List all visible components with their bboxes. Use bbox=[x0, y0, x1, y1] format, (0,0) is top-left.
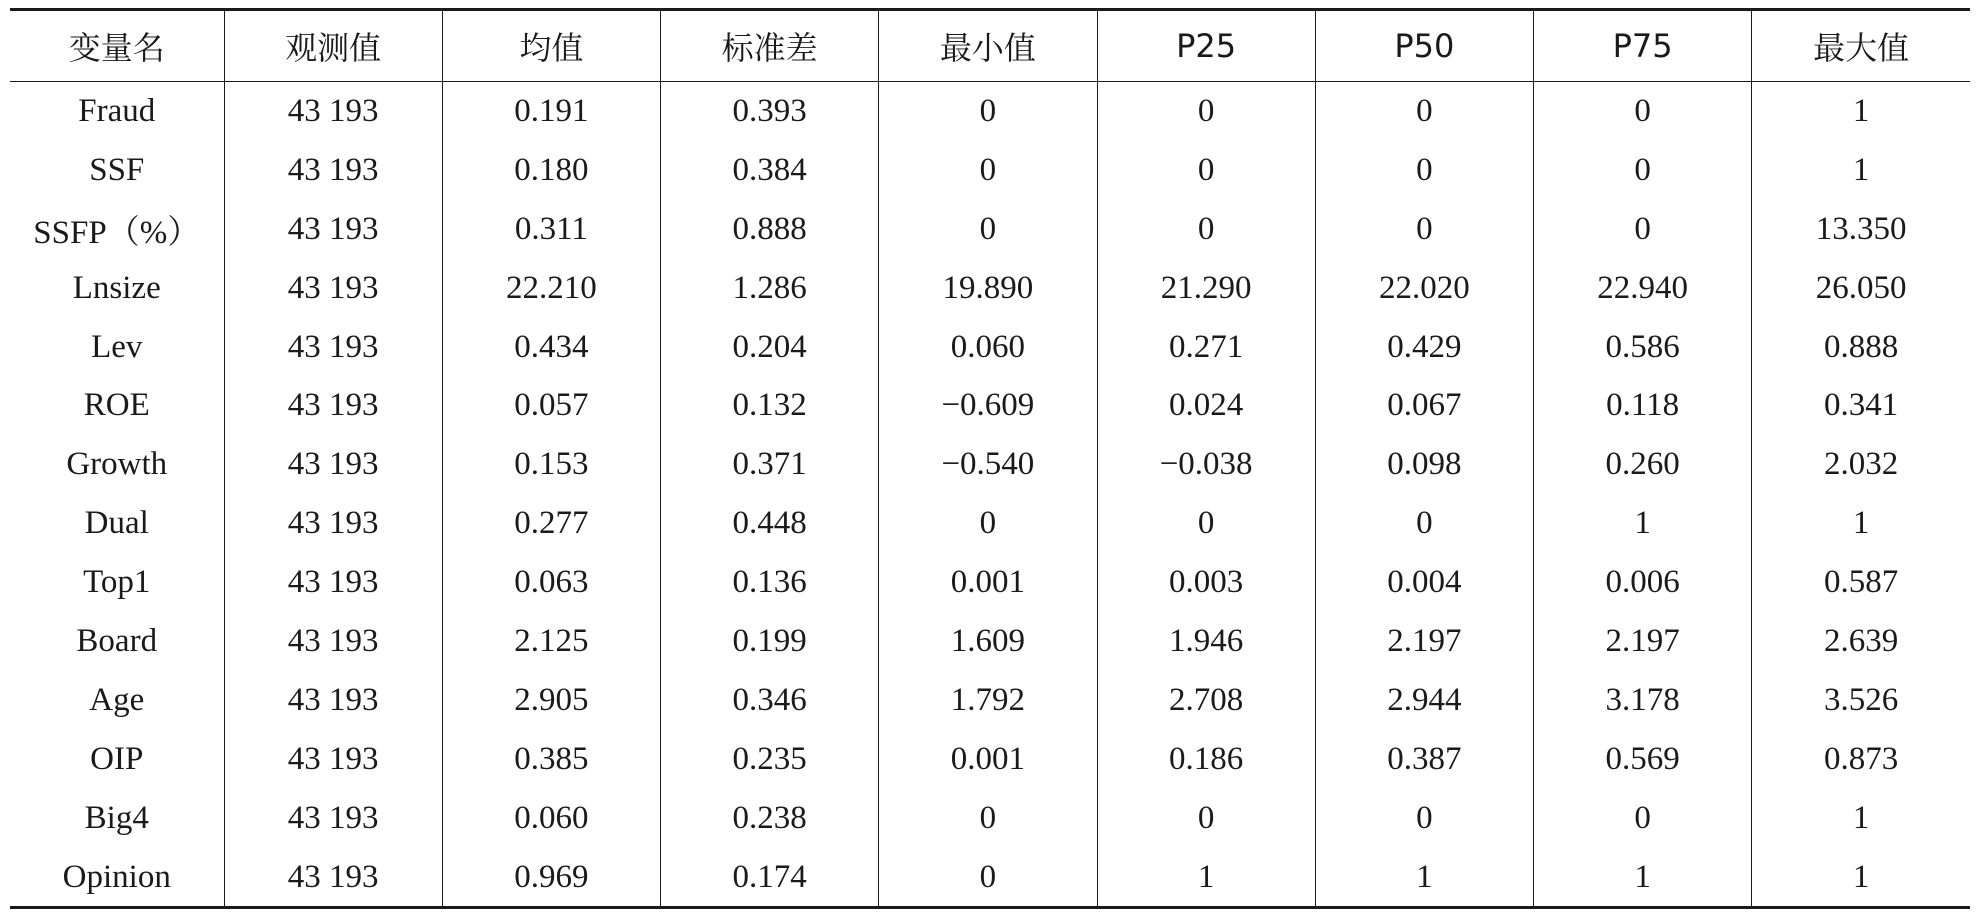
cell-p75: 0.006 bbox=[1534, 553, 1752, 612]
cell-variable-name: Age bbox=[89, 681, 145, 718]
cell-p25: 0.024 bbox=[1097, 376, 1315, 435]
table-row bbox=[10, 318, 1970, 377]
header-row bbox=[10, 10, 1970, 82]
cell-p75: 0.586 bbox=[1534, 318, 1752, 377]
cell-std-dev: 0.448 bbox=[661, 494, 879, 553]
cell-max: 0.587 bbox=[1752, 553, 1970, 612]
header-p25: P25 bbox=[1097, 10, 1315, 82]
cell-mean: 0.180 bbox=[442, 141, 660, 200]
cell-variable-name: Top1 bbox=[83, 564, 151, 601]
table-row bbox=[10, 848, 1970, 908]
header-mean: 均值 bbox=[442, 10, 660, 82]
cell-p50: 2.944 bbox=[1315, 671, 1533, 730]
cell-std-dev: 0.235 bbox=[661, 730, 879, 789]
cell-mean: 22.210 bbox=[442, 259, 660, 318]
cell-min: 0 bbox=[879, 82, 1097, 141]
cell-mean: 0.060 bbox=[442, 789, 660, 848]
cell-variable-name: Dual bbox=[84, 505, 149, 542]
table-row bbox=[10, 553, 1970, 612]
cell-p75: 0.118 bbox=[1534, 376, 1752, 435]
cell-min: 0 bbox=[879, 200, 1097, 259]
cell-min: −0.609 bbox=[879, 376, 1097, 435]
table-header bbox=[10, 10, 1970, 82]
cell-min: 0 bbox=[879, 494, 1097, 553]
cell-std-dev: 0.204 bbox=[661, 318, 879, 377]
cell-std-dev: 0.393 bbox=[661, 82, 879, 141]
cell-p50: 0 bbox=[1315, 141, 1533, 200]
cell-std-dev: 0.136 bbox=[661, 553, 879, 612]
cell-max: 1 bbox=[1752, 789, 1970, 848]
cell-p25: 0 bbox=[1097, 200, 1315, 259]
cell-observations: 43 193 bbox=[224, 82, 442, 141]
cell-p25: 1.946 bbox=[1097, 612, 1315, 671]
cell-std-dev: 0.238 bbox=[661, 789, 879, 848]
cell-max: 2.639 bbox=[1752, 612, 1970, 671]
cell-observations: 43 193 bbox=[224, 612, 442, 671]
cell-p50: 2.197 bbox=[1315, 612, 1533, 671]
header-observations: 观测值 bbox=[224, 10, 442, 82]
cell-max: 0.873 bbox=[1752, 730, 1970, 789]
header-p50: P50 bbox=[1315, 10, 1533, 82]
cell-std-dev: 0.199 bbox=[661, 612, 879, 671]
cell-observations: 43 193 bbox=[224, 848, 442, 908]
cell-max: 26.050 bbox=[1752, 259, 1970, 318]
cell-p50: 0.004 bbox=[1315, 553, 1533, 612]
cell-min: 0 bbox=[879, 141, 1097, 200]
cell-min: 0.001 bbox=[879, 730, 1097, 789]
cell-max: 1 bbox=[1752, 141, 1970, 200]
cell-p50: 0.098 bbox=[1315, 435, 1533, 494]
table-row bbox=[10, 82, 1970, 141]
cell-min: 1.609 bbox=[879, 612, 1097, 671]
cell-variable-name: Board bbox=[76, 622, 158, 659]
cell-p50: 0 bbox=[1315, 494, 1533, 553]
cell-p75: 22.940 bbox=[1534, 259, 1752, 318]
cell-p75: 2.197 bbox=[1534, 612, 1752, 671]
cell-p75: 1 bbox=[1534, 848, 1752, 908]
cell-p25: 0 bbox=[1097, 141, 1315, 200]
cell-min: 0 bbox=[879, 789, 1097, 848]
cell-observations: 43 193 bbox=[224, 259, 442, 318]
cell-min: 0.001 bbox=[879, 553, 1097, 612]
cell-p75: 0 bbox=[1534, 82, 1752, 141]
table-body bbox=[10, 82, 1970, 908]
header-min: 最小值 bbox=[879, 10, 1097, 82]
cell-max: 1 bbox=[1752, 848, 1970, 908]
cell-min: 19.890 bbox=[879, 259, 1097, 318]
cell-max: 3.526 bbox=[1752, 671, 1970, 730]
cell-variable-name: SSF bbox=[89, 151, 145, 188]
cell-min: 0 bbox=[879, 848, 1097, 908]
cell-observations: 43 193 bbox=[224, 789, 442, 848]
cell-variable-name: Fraud bbox=[78, 92, 156, 129]
cell-std-dev: 1.286 bbox=[661, 259, 879, 318]
cell-p50: 0.387 bbox=[1315, 730, 1533, 789]
cell-p25: 0 bbox=[1097, 82, 1315, 141]
cell-p75: 1 bbox=[1534, 494, 1752, 553]
cell-mean: 0.434 bbox=[442, 318, 660, 377]
header-max: 最大值 bbox=[1752, 10, 1970, 82]
cell-p25: 0 bbox=[1097, 789, 1315, 848]
cell-p25: 1 bbox=[1097, 848, 1315, 908]
cell-p25: −0.038 bbox=[1097, 435, 1315, 494]
cell-std-dev: 0.384 bbox=[661, 141, 879, 200]
cell-p50: 1 bbox=[1315, 848, 1533, 908]
cell-p25: 0 bbox=[1097, 494, 1315, 553]
cell-variable-name: SSFP（%） bbox=[33, 214, 201, 251]
table-row bbox=[10, 435, 1970, 494]
cell-max: 1 bbox=[1752, 494, 1970, 553]
cell-std-dev: 0.346 bbox=[661, 671, 879, 730]
cell-max: 13.350 bbox=[1752, 200, 1970, 259]
cell-mean: 0.063 bbox=[442, 553, 660, 612]
cell-std-dev: 0.132 bbox=[661, 376, 879, 435]
table-row bbox=[10, 141, 1970, 200]
table-row bbox=[10, 259, 1970, 318]
cell-std-dev: 0.888 bbox=[661, 200, 879, 259]
cell-observations: 43 193 bbox=[224, 730, 442, 789]
cell-p50: 0 bbox=[1315, 82, 1533, 141]
cell-observations: 43 193 bbox=[224, 671, 442, 730]
header-p75: P75 bbox=[1534, 10, 1752, 82]
cell-p75: 0 bbox=[1534, 789, 1752, 848]
cell-min: 0.060 bbox=[879, 318, 1097, 377]
cell-observations: 43 193 bbox=[224, 494, 442, 553]
cell-mean: 0.277 bbox=[442, 494, 660, 553]
cell-p25: 0.186 bbox=[1097, 730, 1315, 789]
cell-observations: 43 193 bbox=[224, 141, 442, 200]
cell-variable-name: OIP bbox=[90, 740, 144, 777]
cell-p75: 0.569 bbox=[1534, 730, 1752, 789]
cell-variable-name: Growth bbox=[66, 446, 168, 483]
descriptive-statistics-table bbox=[10, 8, 1970, 909]
cell-variable-name: Opinion bbox=[10, 848, 224, 908]
cell-mean: 0.153 bbox=[442, 435, 660, 494]
cell-p50: 0 bbox=[1315, 200, 1533, 259]
cell-observations: 43 193 bbox=[224, 200, 442, 259]
cell-mean: 0.385 bbox=[442, 730, 660, 789]
cell-p25: 21.290 bbox=[1097, 259, 1315, 318]
cell-std-dev: 0.371 bbox=[661, 435, 879, 494]
cell-p75: 0.260 bbox=[1534, 435, 1752, 494]
cell-p25: 0.003 bbox=[1097, 553, 1315, 612]
cell-variable-name: ROE bbox=[83, 387, 150, 424]
cell-variable-name: Big4 bbox=[84, 799, 149, 836]
cell-max: 0.341 bbox=[1752, 376, 1970, 435]
cell-mean: 2.125 bbox=[442, 612, 660, 671]
cell-mean: 0.969 bbox=[442, 848, 660, 908]
table-row bbox=[10, 671, 1970, 730]
cell-observations: 43 193 bbox=[224, 435, 442, 494]
cell-min: −0.540 bbox=[879, 435, 1097, 494]
cell-p75: 0 bbox=[1534, 200, 1752, 259]
cell-observations: 43 193 bbox=[224, 318, 442, 377]
header-std-dev: 标准差 bbox=[661, 10, 879, 82]
cell-p50: 0 bbox=[1315, 789, 1533, 848]
table-row bbox=[10, 730, 1970, 789]
cell-max: 0.888 bbox=[1752, 318, 1970, 377]
cell-p25: 2.708 bbox=[1097, 671, 1315, 730]
cell-max: 2.032 bbox=[1752, 435, 1970, 494]
cell-mean: 0.057 bbox=[442, 376, 660, 435]
cell-mean: 0.191 bbox=[442, 82, 660, 141]
cell-p50: 22.020 bbox=[1315, 259, 1533, 318]
table-row bbox=[10, 494, 1970, 553]
table-row bbox=[10, 376, 1970, 435]
header-variable-name: 变量名 bbox=[10, 10, 224, 82]
table-row bbox=[10, 612, 1970, 671]
cell-std-dev: 0.174 bbox=[661, 848, 879, 908]
cell-mean: 0.311 bbox=[442, 200, 660, 259]
cell-p25: 0.271 bbox=[1097, 318, 1315, 377]
cell-p50: 0.429 bbox=[1315, 318, 1533, 377]
table-row bbox=[10, 789, 1970, 848]
cell-p75: 0 bbox=[1534, 141, 1752, 200]
cell-p75: 3.178 bbox=[1534, 671, 1752, 730]
cell-observations: 43 193 bbox=[224, 376, 442, 435]
cell-max: 1 bbox=[1752, 82, 1970, 141]
cell-min: 1.792 bbox=[879, 671, 1097, 730]
cell-observations: 43 193 bbox=[224, 553, 442, 612]
cell-mean: 2.905 bbox=[442, 671, 660, 730]
cell-variable-name: Lev bbox=[91, 328, 143, 365]
cell-p50: 0.067 bbox=[1315, 376, 1533, 435]
cell-variable-name: Lnsize bbox=[72, 269, 161, 306]
table-row bbox=[10, 200, 1970, 259]
